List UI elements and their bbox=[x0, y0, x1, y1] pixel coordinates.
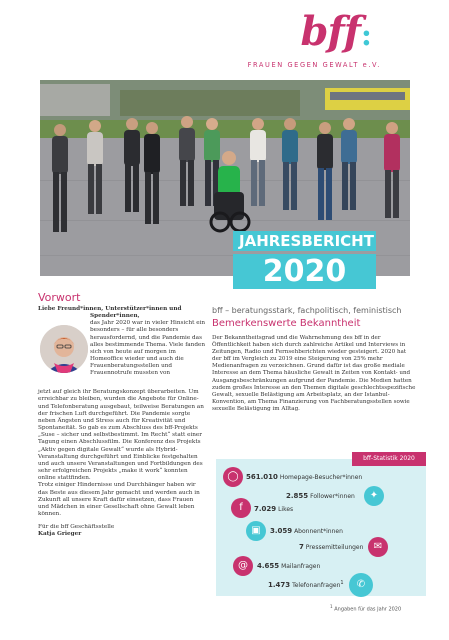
stat-mailanfragen: 4.655 Mailanfragen bbox=[257, 562, 321, 570]
vorwort-heading: Vorwort bbox=[38, 291, 81, 304]
footnote: $^1$ Angaben für das Jahr 2020 bbox=[330, 604, 402, 613]
vorwort-signer: Katja Grieger bbox=[38, 531, 82, 538]
stat-abonnenten: 3.059 Abonnent*innen bbox=[270, 527, 343, 535]
instagram-icon: ▣ bbox=[246, 521, 266, 541]
bff-logo: bff: bbox=[300, 8, 371, 55]
logo-dots: : bbox=[360, 18, 371, 53]
report-year: 2020 bbox=[233, 254, 376, 289]
report-title: JAHRESBERICHT bbox=[233, 231, 376, 251]
vorwort-paragraph-main: jetzt auf gleich ihr Beratungskonzept überarbeiten. Um erreichbar zu bleiben, wurden die Angebote für Online- und Telefonberatung ausgebaut, teilweise Beratungen an der frischen Luft durchgeführt. Die Pandemie sorgte neben Ängsten und Stress auch für Kreativität und Spontaneität. So gab es zum Abschluss des bff-Projekts „Suse – sicher und selbstbestimmt. Im Recht“ statt einer Tagung einen Abschlussfilm. Die Konferenz des Projekts „Aktiv gegen digitale Gewalt“ wurde als Hybrid-Veranstaltung durchgeführt und Einblicke festgehalten und auch unsere Veranstaltungen und Fortbildungen des sehr erfolgreichen Projekts „make it work“ konnten online stattfinden. bbox=[38, 389, 204, 482]
stat-pressemitteilungen: 7 Pressemitteilungen bbox=[299, 543, 364, 551]
facebook-icon: f bbox=[231, 498, 251, 518]
vorwort-greeting-1: Liebe Freund*innen, Unterstützer*innen und bbox=[38, 306, 182, 312]
vorwort-signoff: Für die bff Geschäftsstelle bbox=[38, 524, 115, 531]
stat-homepage: 561.010 Homepage-Besucher*innen bbox=[246, 473, 363, 481]
phone-icon: ✆ bbox=[349, 573, 373, 597]
vorwort-paragraph-intro: das Jahr 2020 war in vieler Hinsicht ein besonders – für alle besonders herausfordernd, und die Pandemie das alles bestimmende Thema. Viele fanden sich von heute auf morgen im Homeoffice wieder und auch die Frauenberatungsstellen und Frauennotrufe mussten von bbox=[90, 320, 206, 377]
stat-likes: 7.029 Likes bbox=[254, 505, 294, 513]
envelope-icon: ✉ bbox=[368, 537, 388, 557]
stat-follower: 2.855 Follower*innen bbox=[286, 492, 355, 500]
twitter-icon: ✦ bbox=[364, 486, 384, 506]
bekanntheit-text: Der Bekanntheitsgrad und die Wahrnehmung des bff in der Öffentlichkeit haben sich durch zahlreiche Artikel und Interviews in Zeitungen, Radio und Fernsehberichten wieder gesteigert. 2020 hat der bff im Vergleich zu 2019 eine Steigerung von 25% mehr Medienanfragen zu verzeichnen. Grund dafür ist das große mediale Interesse an dem Thema häusliche Gewalt in Zeiten von Kontakt- und Ausgangsbeschränkungen aufgrund der Pandemie. Die Medien hatten zudem großes Interesse an den Themen digitale geschlechtsspezifische Gewalt, sexuelle Belästigung am Arbeitsplatz, an der Istanbul-Konvention, am Thema Finanzierung von Fachberatungsstellen sowie sexuelle Belästigung im Alltag. bbox=[212, 335, 416, 412]
vorwort-greeting-2: Spender*innen, bbox=[90, 313, 140, 320]
globe-icon: ◯ bbox=[223, 467, 243, 487]
section-title: Bemerkenswerte Bekanntheit bbox=[212, 318, 361, 329]
tagline: FRAUEN GEGEN GEWALT e.V. bbox=[247, 61, 381, 69]
at-icon: @ bbox=[233, 556, 253, 576]
stat-telefonanfragen: 1.473 Telefonanfragen$^1$ bbox=[268, 580, 344, 589]
portrait-image bbox=[40, 325, 88, 373]
vorwort-paragraph-end: Trotz einiger Hindernisse und Durchhänger haben wir das Beste aus diesem Jahr gemacht und werden auch in Zukunft all unsere Kraft dafür einsetzen, dass Frauen und Mädchen in einer Gesellschaft ohne Gewalt leben können. bbox=[38, 482, 200, 517]
stats-badge: bff-Statistik 2020 bbox=[352, 452, 426, 466]
section-subheading: bff – beratungsstark, fachpolitisch, feministisch bbox=[212, 306, 402, 315]
